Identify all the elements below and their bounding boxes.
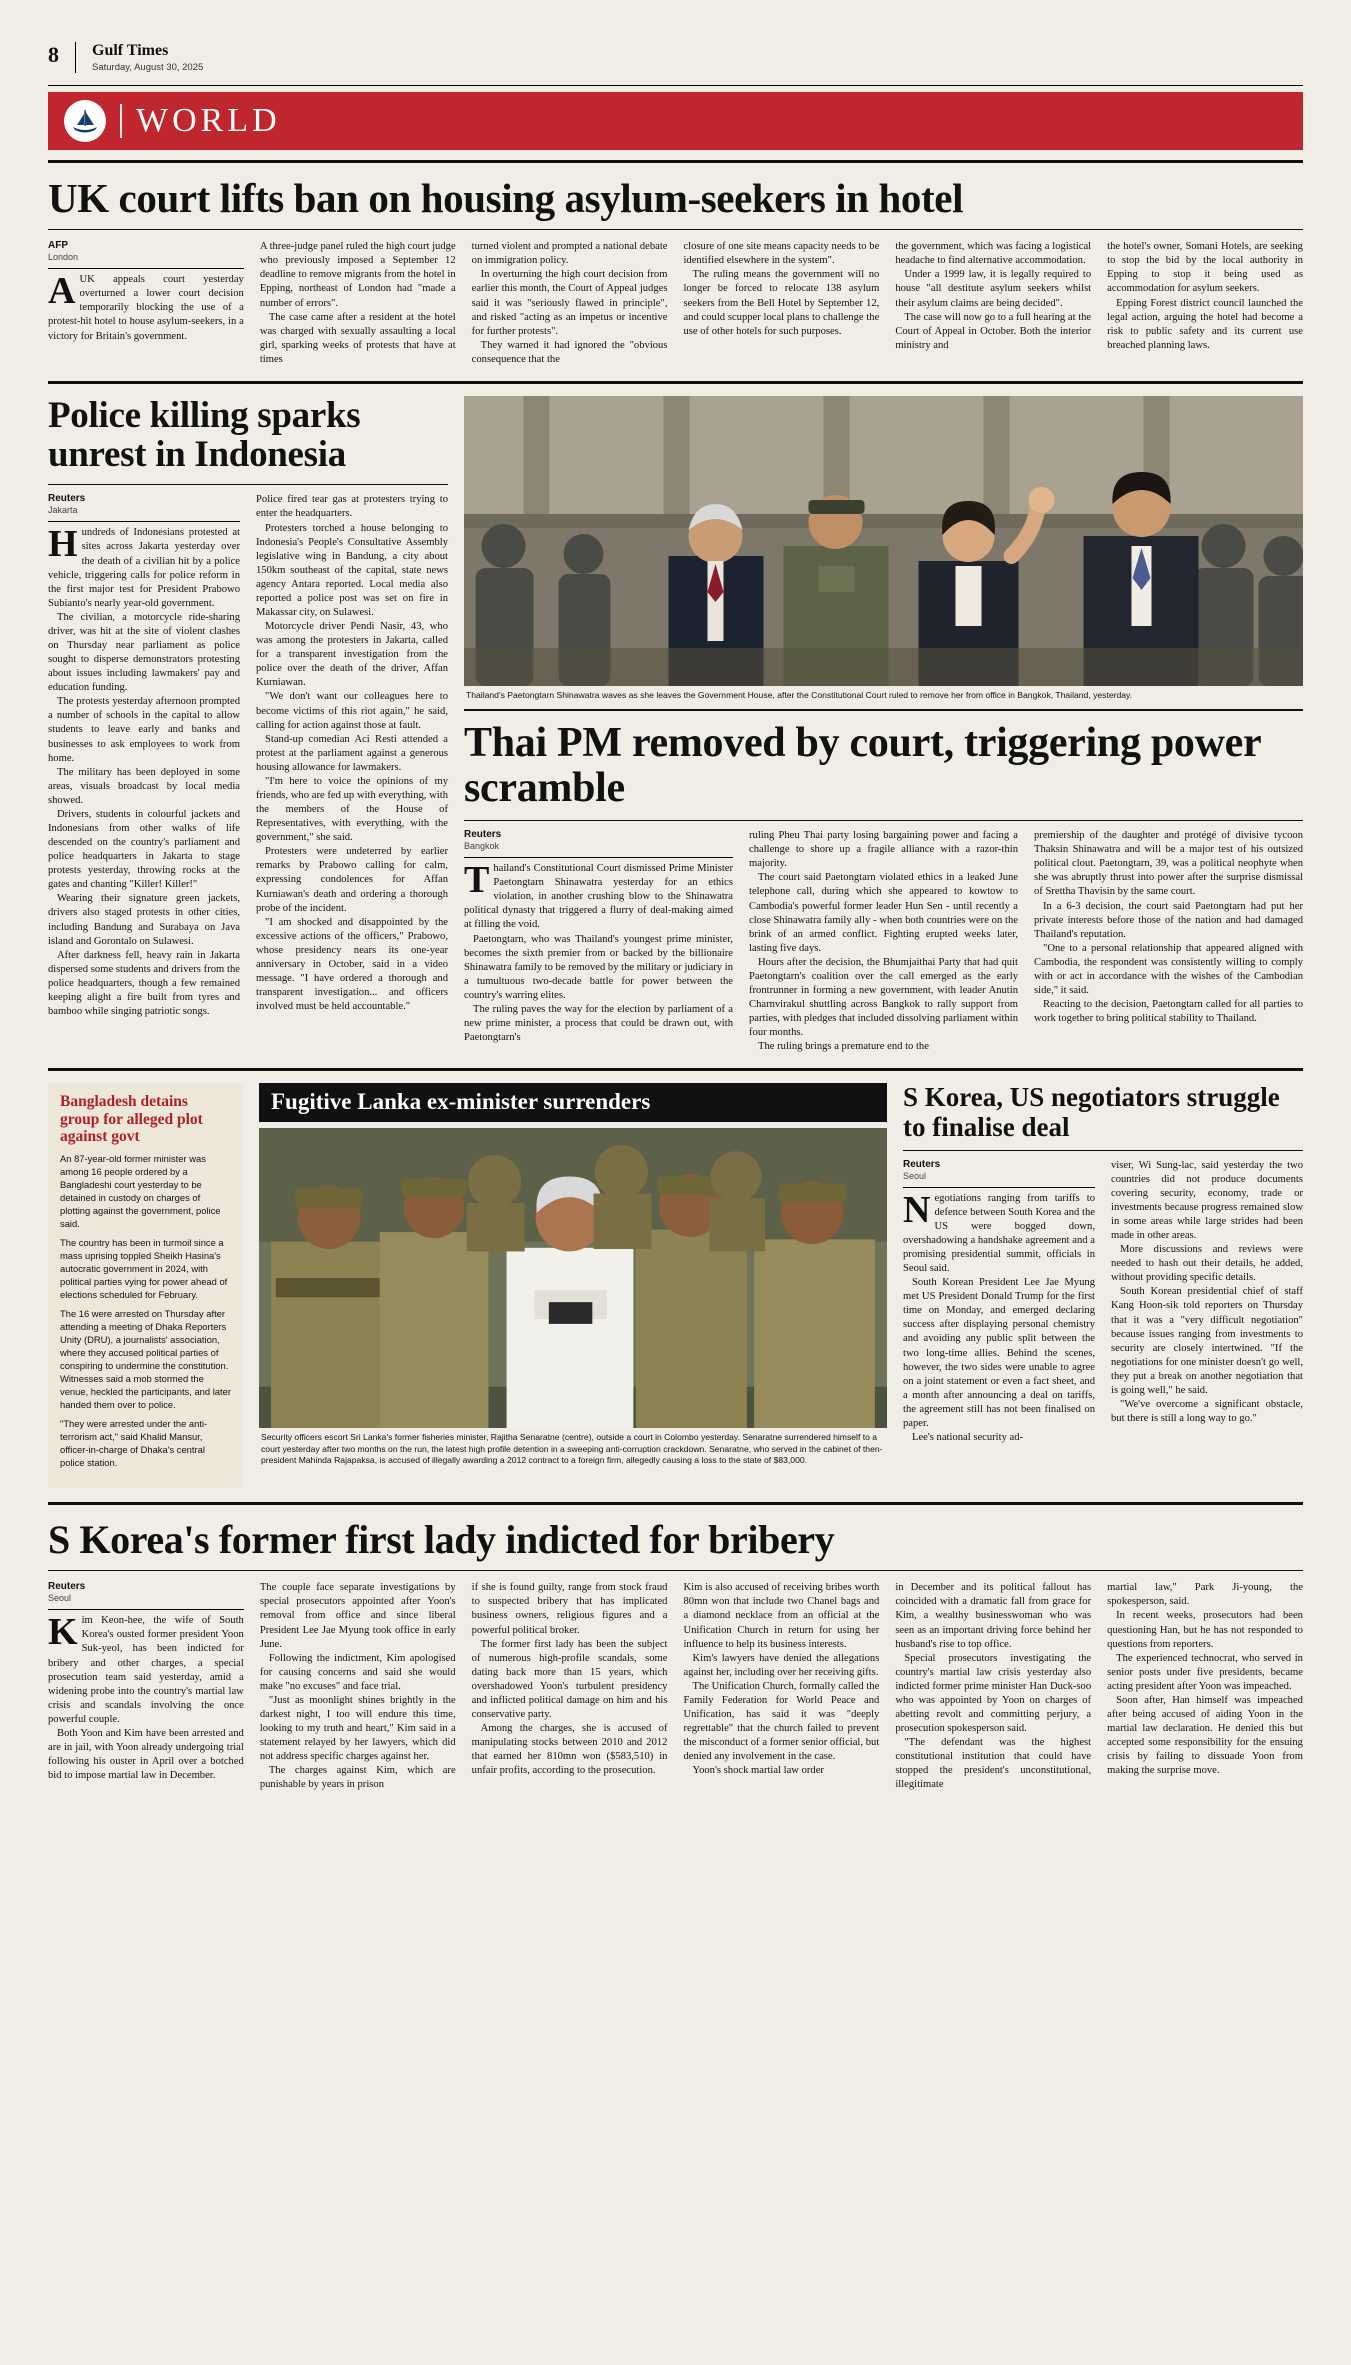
uk-para: AUK appeals court yesterday overturned a lower court decision temporarily blocking the use of a protest-hit hotel to house asylum-seekers, in a victory for Britain's government. xyxy=(48,270,244,342)
firstlady-col-1 xyxy=(48,1581,244,1792)
korea-talks-para: South Korean presidential chief of staff Kang Hoon-sik told reporters on Thursday that it was a "very difficult negotiation" because issues ranging from investments to security are closely intertwined. "If the negotiations for one minister doesn't go well, they put a break on another negotiation that is going well," he said. xyxy=(1111,1286,1303,1396)
lanka-photo xyxy=(259,1128,887,1428)
korea-talks-col-2 xyxy=(1111,1159,1303,1445)
uk-col-1 xyxy=(48,240,244,367)
lanka-headline: Fugitive Lanka ex-minister surrenders xyxy=(259,1083,887,1122)
paper-title: Gulf Times xyxy=(92,42,169,59)
firstlady-para: The Unification Church, formally called the Family Federation for World Peace and Unification, has said it was "deeply regrettable" that the church failed to prevent the misconduct of a former senior official, but denied any involvement in the case. xyxy=(683,1680,880,1763)
korea-talks-para: viser, Wi Sung-lac, said yesterday the two countries did not produce documents covering security, economy, trade or investments because progress remained slow in some areas while large strides had been made in other areas. xyxy=(1111,1159,1303,1242)
thai-para: Paetongtarn, who was Thailand's youngest prime minister, becomes the sixth premier from or backed by the billionaire Shinawatra family to be removed by the military or judiciary in a tumultuous two-decade battle for power between the country's warring elites. xyxy=(464,933,733,1001)
firstlady-para: Among the charges, she is accused of manipulating stocks between 2010 and 2012 that earned her 810mn won ($583,510) in unfair profits, according to the prosecution. xyxy=(471,1723,668,1777)
firstlady-para: Soon after, Han himself was impeached after being accused of aiding Yoon in the martial law declaration. He denied this but accepted some responsibility for the ensuing crisis by failing to dissuade Yoon from making the surprise move. xyxy=(1107,1694,1303,1777)
thai-story xyxy=(464,396,1303,1054)
firstlady-para: in December and its political fallout has coincided with a dramatic fall from grace for Kim, a wealthy businesswoman who was seen as an important driving force behind her husband's rise to top office. xyxy=(895,1582,1092,1650)
thai-byline: Reuters xyxy=(464,829,502,841)
firstlady-para: "Just as moonlight shines brightly in the darkest night, I too will endure this time, looking to my truth and heart," Kim said in a statement relayed by her lawyers, which did not address specific charges against her. xyxy=(259,1694,456,1763)
publication-date: Saturday, August 30, 2025 xyxy=(92,61,204,73)
thai-col-2 xyxy=(749,829,1018,1054)
indonesia-para: Wearing their signature green jackets, drivers also staged protests in other cities, including Bandung and Surabaya on Java island and Gorontalo on Sulawesi. xyxy=(48,893,240,947)
uk-col-3 xyxy=(472,240,668,367)
thai-para: ruling Pheu Thai party losing bargaining power and facing a challenge to shore up a fragile alliance with a razor-thin majority. xyxy=(749,830,1018,870)
uk-byline: AFP xyxy=(48,240,68,252)
bangladesh-story xyxy=(48,1083,243,1487)
middle-section xyxy=(48,396,1303,1054)
indonesia-col-2 xyxy=(256,493,448,1019)
thai-para: The ruling brings a premature end to the xyxy=(758,1041,929,1053)
indonesia-para: Drivers, students in colourful jackets and Indonesians from other walks of life descended on the country's parliament and police headquarters in Jakarta to stage protests yesterday, throwing rocks at the gates and chanting "Killer! Killer!" xyxy=(48,808,240,891)
firstlady-para: The charges against Kim, which are punishable by years in prison xyxy=(259,1765,456,1791)
firstlady-para: martial law," Park Ji-young, the spokesperson, said. xyxy=(1107,1582,1303,1608)
third-band xyxy=(48,1083,1303,1487)
uk-para: the hotel's owner, Somani Hotels, are seeking to stop the bid by the local authority in Epping to stop it being used as accommodation for asylum seekers. xyxy=(1107,241,1303,295)
uk-para: turned violent and prompted a national debate on immigration policy. xyxy=(471,241,668,267)
korea-talks-col-1 xyxy=(903,1159,1095,1445)
firstlady-para: if she is found guilty, range from stock fraud to suspected bribery that has implicated business owners, religious figures and a powerful political broker. xyxy=(471,1582,668,1636)
uk-col-6 xyxy=(1107,240,1303,367)
uk-para: closure of one site means capacity needs to be identified elsewhere in the system". xyxy=(683,241,880,267)
indonesia-para: The civilian, a motorcycle ride-sharing driver, was hit at the site of violent clashes on Thursday near parliament as police sought to disperse demonstrators protesting about issues including lawmakers' pay and education funding. xyxy=(48,611,240,694)
firstlady-col-3 xyxy=(472,1581,668,1792)
firstlady-byline: Reuters xyxy=(48,1581,86,1593)
indonesia-para: After darkness fell, heavy rain in Jakarta dispersed some students and drivers from the police headquarters, though a few remained keeping alight a fire built from tyres and bamboo while singing patriotic songs. xyxy=(48,949,240,1018)
indonesia-para: Motorcycle driver Pendi Nasir, 43, who was among the protesters in Jakarta, called for a transparent investigation from the police over the death of the driver, Affan Kurniawan. xyxy=(256,621,448,689)
thai-para: The court said Paetongtarn violated ethics in a leaked June telephone call, during which she appeared to kowtow to Cambodia's powerful former leader Hun Sen - until recently a close Shinawatra family ally - when both countries were on the brink of an armed conflict. Fighting erupted weeks later, lasting five days. xyxy=(749,872,1018,954)
indonesia-para: "I am shocked and disappointed by the excessive actions of the officers," Prabowo, whose presidency nears its one-year anniversary in October, said in a video message. "I have ordered a thorough and transparent investigation... and officers involved must be held accountable." xyxy=(256,916,448,1013)
uk-para: the government, which was facing a logistical headache to find alternative accommodation. xyxy=(895,241,1092,267)
uk-story-top-rule xyxy=(48,160,1303,163)
section-banner xyxy=(48,92,1303,150)
firstlady-para: The former first lady has been the subject of numerous high-profile scandals, some dating back more than 15 years, which overshadowed Yoon's turbulent presidency and inflicted political damage on him and his conservative party. xyxy=(471,1638,668,1721)
masthead-divider xyxy=(75,42,76,73)
third-band-bottom-rule xyxy=(48,1502,1303,1505)
firstlady-para: "The defendant was the highest constitutional institution that could have stopped the president's unconstitutional, illegitimate xyxy=(895,1737,1092,1791)
firstlady-col-5 xyxy=(895,1581,1091,1792)
firstlady-dateline: Seoul xyxy=(48,1593,72,1604)
page-number: 8 xyxy=(48,42,59,67)
indonesia-para: Protesters were undeterred by earlier remarks by Prabowo calling for calm, expressing condolences for Affan Kurniawan's death and ordering a thorough probe of the incident. xyxy=(256,846,448,914)
korea-talks-para: Negotiations ranging from tariffs to defence between South Korea and the US were bogged down, overshadowing a handshake agreement and a promising presidential summit, officials in Seoul said. xyxy=(903,1188,1095,1275)
indonesia-story xyxy=(48,396,448,1054)
indonesia-para: Protesters torched a house belonging to Indonesia's People's Consultative Assembly legislative wing in Bandung, a city about 150km southeast of the capital, state news agency Antara reported. Local media also reported a police post was set on fire in Makassar city, on Sulawesi. xyxy=(256,522,448,618)
thai-col-1 xyxy=(464,829,733,1054)
indonesia-headline: Police killing sparks unrest in Indonesia xyxy=(48,394,361,476)
indonesia-para: The protests yesterday afternoon prompted a number of schools in the capital to allow students to leave early and banks and businesses to ask employees to work from home. xyxy=(48,696,240,764)
firstlady-para: Following the indictment, Kim apologised for causing concerns and said she would make "no excuses" and face trial. xyxy=(259,1652,456,1692)
korea-talks-para: South Korean President Lee Jae Myung met US President Donald Trump for the first time on Monday, and emerged declaring success after displaying personal chemistry and avoiding any public split between the two long-time allies. Behind the scenes, however, the two sides were unable to agree on a joint statement or even a fact sheet, and a month after announcing a deal on tariffs, the agreement still has not been finalised on paper. xyxy=(903,1277,1095,1429)
firstlady-body xyxy=(48,1581,1303,1792)
korea-talks-para: More discussions and reviews were needed to hash out their details, he added, without providing specific details. xyxy=(1111,1244,1303,1284)
indonesia-byline: Reuters xyxy=(48,493,86,505)
uk-story-headline: UK court lifts ban on housing asylum-seekers in hotel xyxy=(48,174,964,221)
thai-para: The ruling paves the way for the election by parliament of a new prime minister, a process that could be drawn out, with Paetongtarn's xyxy=(464,1003,733,1044)
firstlady-para: The experienced technocrat, who served in senior posts under five presidents, became acting president after Yoon was impeached. xyxy=(1107,1652,1303,1692)
firstlady-para: Kim is also accused of receiving bribes worth 80mn won that include two Chanel bags and a diamond necklace from an official at the Unification Church in return for using her influence to help its business interests. xyxy=(683,1582,880,1650)
uk-story-bottom-rule xyxy=(48,381,1303,384)
korea-talks-dateline: Seoul xyxy=(903,1170,927,1181)
lanka-photo-caption: Security officers escort Sri Lanka's former fisheries minister, Rajitha Senaratne (centre), outside a court in Colombo yesterday. Senaratne surrendered himself to a court yesterday after two months on the run, the latest high profile detention in a sweeping anti-corruption crackdown. Senaratne, who served in the cabinet of then-president Mahinda Rajapaksa, is accused of illegally awarding a 2012 contract to a foreign firm, allegedly causing a loss to the state of $83,000. xyxy=(261,1432,883,1465)
firstlady-para: Kim Keon-hee, the wife of South Korea's ousted former president Yoon Suk-yeol, has been indicted for bribery and other charges, a special prosecution team said yesterday, amid a widening probe into the country's martial law crisis and scandals involving the once powerful couple. xyxy=(48,1611,244,1725)
bangladesh-para: The country has been in turmoil since a mass uprising toppled Sheikh Hasina's autocratic government in 2024, with political parties vying for power ahead of elections scheduled for February. xyxy=(60,1237,228,1301)
thai-para: premiership of the daughter and protégé of divisive tycoon Thaksin Shinawatra and will be a major test of his outsized political clout. Paetongtarn, 39, was a political neophyte when she was abruptly thrust into power after the surprise dismissal of Srettha Thavisin by the same court. xyxy=(1034,830,1303,898)
middle-bottom-rule xyxy=(48,1068,1303,1071)
uk-col-2 xyxy=(260,240,456,367)
uk-story-under-rule xyxy=(48,229,1303,230)
indonesia-dateline: Jakarta xyxy=(48,505,78,516)
firstlady-para: Kim's lawyers have denied the allegations against her, including over her receiving gifts. xyxy=(683,1652,880,1678)
uk-para: Under a 1999 law, it is legally required to house "all destitute asylum seekers whilst their asylum claims are being decided". xyxy=(895,269,1092,309)
gulf-times-logo-icon xyxy=(64,100,106,142)
korea-talks-byline: Reuters xyxy=(903,1158,941,1170)
indonesia-para: The military has been deployed in some areas, visuals broadcast by local media showed. xyxy=(48,766,240,806)
indonesia-para: "I'm here to voice the opinions of my friends, who are fed up with everything, with the members of the House of Representatives, with everything, with the government," she said. xyxy=(256,775,448,844)
korea-talks-para: "We've overcome a significant obstacle, but there is still a long way to go." xyxy=(1111,1399,1303,1425)
masthead-rule xyxy=(48,85,1303,86)
thai-para: Reacting to the decision, Paetongtarn called for all parties to work together to bring political stability to Thailand. xyxy=(1034,999,1303,1025)
thai-col-3 xyxy=(1034,829,1303,1054)
firstlady-para: Yoon's shock martial law order xyxy=(692,1765,824,1777)
bangladesh-para: The 16 were arrested on Thursday after attending a meeting of Dhaka Reporters Unity (DRU), a journalists' association, where they accused political parties of conspiring to undermine the constitution. Witnesses said a mob stormed the venue, heckled the participants, and later handed them over to police. xyxy=(60,1308,231,1410)
korea-talks-para: Lee's national security ad- xyxy=(912,1432,1024,1444)
lanka-story xyxy=(259,1083,887,1487)
masthead xyxy=(40,30,1311,83)
korea-talks-story xyxy=(903,1083,1303,1487)
thai-para: In a 6-3 decision, the court said Paetongtarn had put her private interests before those of the nation and had damaged Thailand's reputation. xyxy=(1034,900,1303,940)
firstlady-col-6 xyxy=(1107,1581,1303,1792)
indonesia-col-1 xyxy=(48,493,240,1019)
uk-para: The case will now go to a full hearing at the Court of Appeal in October. Both the interior ministry and xyxy=(895,311,1092,351)
bangladesh-para: An 87-year-old former minister was among 16 people ordered by a Bangladeshi court yesterday to be detained in custody on charges of plotting against the government, police said. xyxy=(60,1153,221,1230)
section-title: WORLD xyxy=(136,101,281,139)
uk-col-5 xyxy=(895,240,1091,367)
firstlady-para: Both Yoon and Kim have been arrested and are in jail, with Yoon already undergoing trial following his ouster in April over a botched bid to impose martial law in December. xyxy=(48,1727,244,1782)
indonesia-para: Hundreds of Indonesians protested at sites across Jakarta yesterday over the death of a civilian hit by a police vehicle, triggering calls for police reform in the first major test for President Prabowo Subianto's nearly year-old government. xyxy=(48,523,240,609)
firstlady-para: In recent weeks, prosecutors had been questioning Han, but he has not responded to questions from reporters. xyxy=(1107,1610,1303,1650)
banner-separator xyxy=(120,104,122,138)
firstlady-para: The couple face separate investigations by special prosecutors appointed after Yoon's removal from office and since liberal President Lee Jae Myung took office in early June. xyxy=(259,1582,456,1650)
thai-para: Thailand's Constitutional Court dismissed Prime Minister Paetongtarn Shinawatra yesterday for an ethics violation, in another crushing blow to the Shinawatra political dynasty that triggered a flurry of deal-making aimed at filling the void. xyxy=(464,859,733,931)
firstlady-under-rule xyxy=(48,1570,1303,1571)
uk-story-body xyxy=(48,240,1303,367)
indonesia-para: Stand-up comedian Aci Resti attended a protest at the parliament against a generous housing allowance for lawmakers. xyxy=(256,733,448,773)
uk-para: A three-judge panel ruled the high court judge who previously imposed a September 12 deadline to remove migrants from the hotel in Epping, northeast of London had "made a number of errors". xyxy=(259,241,456,309)
thai-para: "One to a personal relationship that appeared aligned with Cambodia, the respondent was consistently willing to comply with or act in accordance with the wishes of the Cambodian side," it said. xyxy=(1034,942,1303,996)
firstlady-headline: S Korea's former first lady indicted for bribery xyxy=(48,1516,835,1562)
uk-para: They warned it had ignored the "obvious consequence that the xyxy=(471,339,668,365)
bangladesh-headline: Bangladesh detains group for alleged plot against govt xyxy=(60,1093,203,1146)
uk-para: The case came after a resident at the hotel was charged with sexually assaulting a local girl, sparking weeks of protests that have at times xyxy=(259,311,456,365)
uk-col-4 xyxy=(683,240,879,367)
korea-talks-headline: S Korea, US negotiators struggle to finalise deal xyxy=(903,1082,1280,1142)
uk-para: Epping Forest district council launched the legal action, arguing the hotel had become a risk to public safety and its current use breached planning laws. xyxy=(1107,297,1303,351)
uk-para: In overturning the high court decision from earlier this month, the Court of Appeal judges said it was "seriously flawed in principle", and risked "acting as an impetus or incentive for further protests". xyxy=(471,269,668,337)
bangladesh-para: "They were arrested under the anti-terrorism act," said Khalid Mansur, officer-in-charge of Dhaka's central police station. xyxy=(60,1417,208,1468)
thai-dateline: Bangkok xyxy=(464,841,500,852)
firstlady-para: Special prosecutors investigating the country's martial law crisis yesterday also indicted former prime minister Han Duck-soo who was appointed by Yoon on charges of abetting revolt and committing perjury, a prosecution spokesperson said. xyxy=(895,1652,1092,1735)
uk-dateline: London xyxy=(48,252,79,263)
firstlady-col-4 xyxy=(683,1581,879,1792)
indonesia-para: Police fired tear gas at protesters trying to enter the headquarters. xyxy=(256,494,448,520)
firstlady-col-2 xyxy=(260,1581,456,1792)
thai-photo xyxy=(464,396,1303,686)
thai-para: Hours after the decision, the Bhumjaithai Party that had quit Paetongtarn's coalition over the call emerged as the early frontrunner in forming a new government, with leader Anutin Charnvirakul shuttling across Bangkok to rally support from parties, with pledges that included dissolving parliament within four months. xyxy=(749,956,1018,1039)
uk-para: The ruling means the government will no longer be forced to relocate 138 asylum seekers from the Bell Hotel by September 12, and could scupper local plans to challenge the use of other hotels for such purposes. xyxy=(683,269,880,337)
thai-photo-caption: Thailand's Paetongtarn Shinawatra waves as she leaves the Government House, after the Constitutional Court ruled to remove her from office in Bangkok, Thailand, yesterday. xyxy=(466,689,1133,700)
indonesia-para: "We don't want our colleagues here to become victims of this riot again," he said, calling for action against those at fault. xyxy=(256,691,448,731)
thai-headline: Thai PM removed by court, triggering power scramble xyxy=(464,720,1261,811)
